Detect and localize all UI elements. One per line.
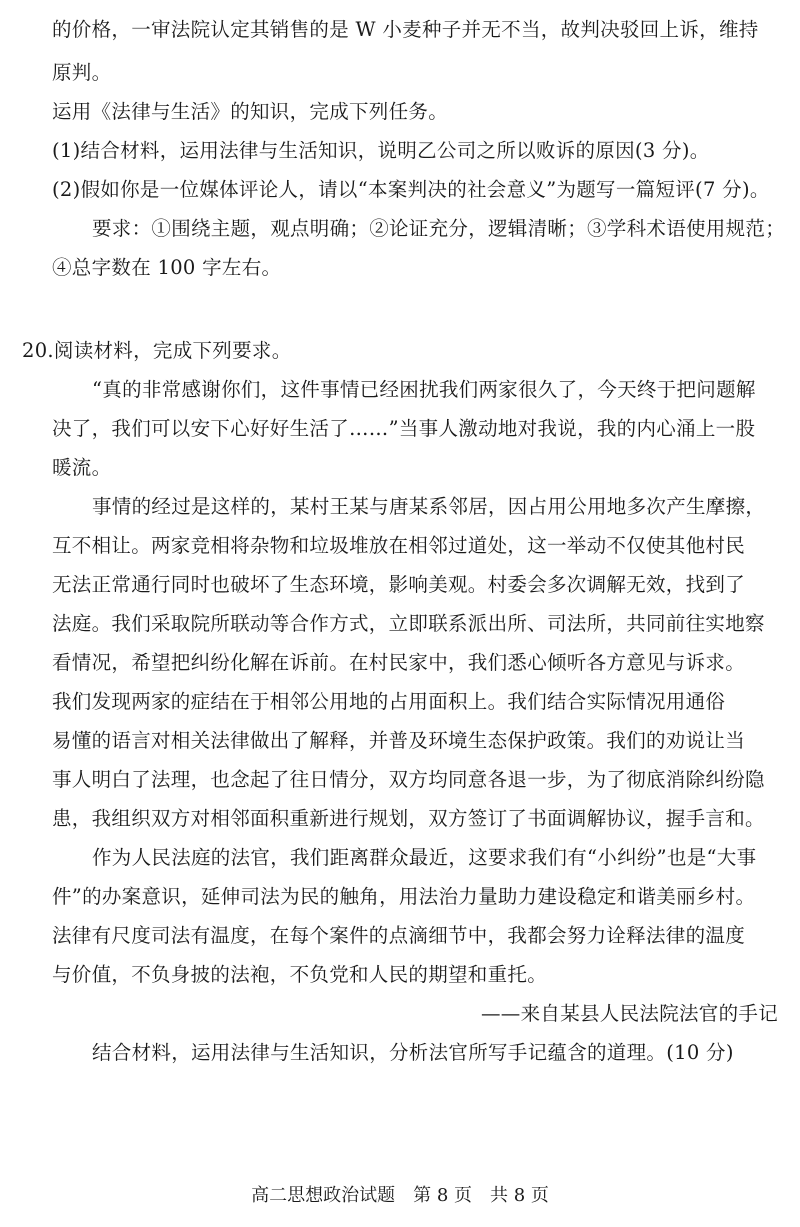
paragraph-line: 暖流。 [52,456,112,479]
paragraph-line: 决了，我们可以安下心好好生活了……”当事人激动地对我说，我的内心涌上一股 [52,417,756,440]
source-attribution: ——来自某县人民法院法官的手记 [481,1002,778,1025]
paragraph-line: “真的非常感谢你们，这件事情已经困扰我们两家很久了，今天终于把问题解 [92,378,756,401]
question-20-task: 结合材料，运用法律与生活知识，分析法官所写手记蕴含的道理。(10 分) [92,1041,734,1064]
text-line: 原判。 [52,61,112,84]
text-line: 的价格，一审法院认定其销售的是 W 小麦种子并无不当，故判决驳回上诉，维持 [52,18,759,41]
requirement-line: ④总字数在 100 字左右。 [52,256,282,279]
paragraph-line: 互不相让。两家竞相将杂物和垃圾堆放在相邻过道处，这一举动不仅使其他村民 [52,534,746,557]
paragraph-line: 易懂的语言对相关法律做出了解释，并普及环境生态保护政策。我们的劝说让当 [52,729,746,752]
paragraph-line: 我们发现两家的症结在于相邻公用地的占用面积上。我们结合实际情况用通俗 [52,690,726,713]
paragraph-line: 作为人民法庭的法官，我们距离群众最近，这要求我们有“小纠纷”也是“大事 [92,846,757,869]
paragraph-line: 事情的经过是这样的，某村王某与唐某系邻居，因占用公用地多次产生摩擦， [92,495,766,518]
paragraph-line: 法律有尺度司法有温度，在每个案件的点滴细节中，我都会努力诠释法律的温度 [52,924,746,947]
requirement-line: 要求：①围绕主题，观点明确；②论证充分，逻辑清晰；③学科术语使用规范； [92,217,786,240]
task-2: (2)假如你是一位媒体评论人，请以“本案判决的社会意义”为题写一篇短评(7 分)。 [52,178,770,201]
paragraph-line: 看情况，希望把纠纷化解在诉前。在村民家中，我们悉心倾听各方意见与诉求。 [52,651,746,674]
paragraph-line: 与价值，不负身披的法袍，不负党和人民的期望和重托。 [52,963,548,986]
paragraph-line: 件”的办案意识，延伸司法为民的触角，用法治力量助力建设稳定和谐美丽乡村。 [52,885,756,908]
paragraph-line: 患，我组织双方对相邻面积重新进行规划，双方签订了书面调解协议，握手言和。 [52,807,765,830]
instruction-line: 运用《法律与生活》的知识，完成下列任务。 [52,100,449,123]
task-1: (1)结合材料，运用法律与生活知识，说明乙公司之所以败诉的原因(3 分)。 [52,139,710,162]
question-20-title: 20.阅读材料，完成下列要求。 [22,339,292,362]
paragraph-line: 法庭。我们采取院所联动等合作方式，立即联系派出所、司法所，共同前往实地察 [52,612,765,635]
paragraph-line: 无法正常通行同时也破坏了生态环境，影响美观。村委会多次调解无效，找到了 [52,573,746,596]
page-footer: 高二思想政治试题 第 8 页 共 8 页 [251,1185,549,1206]
paragraph-line: 事人明白了法理，也念起了往日情分，双方均同意各退一步，为了彻底消除纠纷隐 [52,768,765,791]
